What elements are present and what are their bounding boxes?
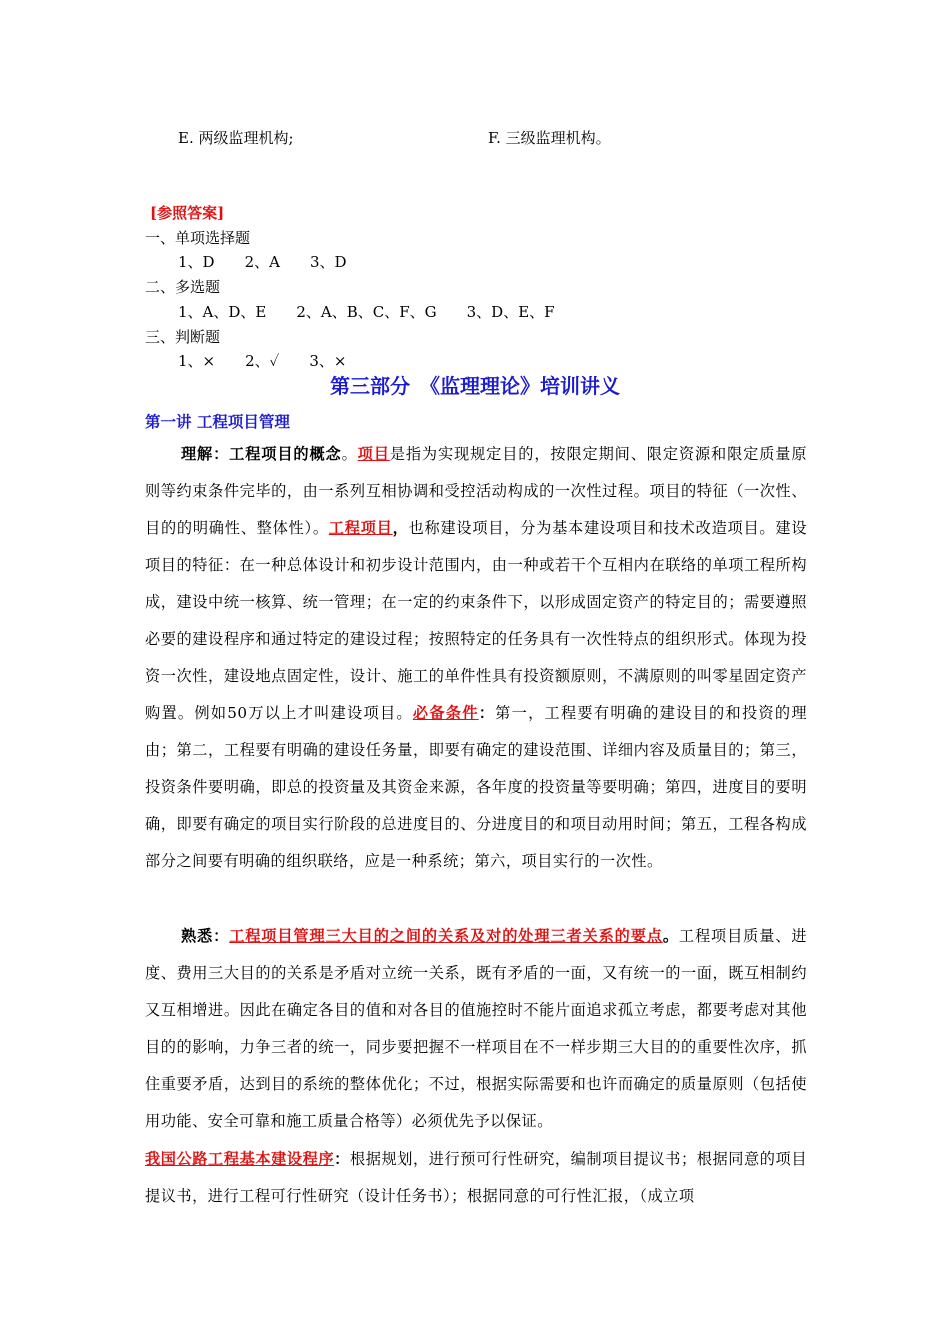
paragraph-procedure: 我国公路工程基本建设程序：根据规划，进行预可行性研究，编制项目提议书；根据同意的项目提议书，进行工程可行性研究（设计任务书）；根据同意的可行性汇报，（成立项 (145, 1150, 808, 1205)
lecture-heading: 第一讲 工程项目管理 (145, 412, 290, 431)
answer-sec3-values: 1、× 2、✓ 3、× (178, 352, 347, 370)
answer-sec2-values: 1、A、D、E 2、A、B、C、F、G 3、D、E、F (178, 303, 555, 321)
term-three-objectives: 工程项目管理三大目的之间的关系及对的处理三者关系的要点 (229, 927, 663, 945)
label-familiar: 熟悉： (181, 927, 230, 945)
answer-sec2: 二、多选题 (145, 278, 221, 296)
term-engineering-project: 工程项目 (328, 519, 393, 537)
option-e: E. 两级监理机构; (178, 129, 294, 147)
answer-header: [参照答案] (150, 204, 225, 222)
label-understand: 理解：工程项目的概念 (181, 445, 342, 463)
paragraph-understand: 理解：工程项目的概念。项目是指为实现规定目的，按限定期间、限定资源和限定质量原则等约束条件完毕的，由一系列互相协调和受控活动构成的一次性过程。项目的特征（一次性、目的的明确性、整体性）。工程项目，也称建设项目，分为基本建设项目和技术改造项目。建设项目的特征：在一种总体设计和初步设计范围内，由一种或若干个互相内在联络的单项工程所构成，建设中统一核算、统一管理；在一定的约束条件下，以形成固定资产的特定目的；需要遵照必要的建设程序和通过特定的建设过程；按照特定的任务具有一次性特点的组织形式。体现为投资一次性，建设地点固定性，设计、施工的单件性具有投资额原则，不满原则的叫零星固定资产购置。例如50万以上才叫建设项目。必备条件：第一，工程要有明确的建设目的和投资的理由；第二，工程要有明确的建设任务量，即要有确定的建设范围、详细内容及质量目的；第三，投资条件要明确，即总的投资量及其资金来源，各年度的投资量等要明确；第四，进度目的要明确，即要有确定的项目实行阶段的总进度目的、分进度目的和项目动用时间；第五，工程各构成部分之间要有明确的组织联络，应是一种系统；第六，项目实行的一次性。 (145, 445, 808, 870)
option-f: F. 三级监理机构。 (488, 129, 611, 147)
answer-sec1: 一、单项选择题 (145, 229, 251, 247)
term-project: 项目 (357, 445, 390, 463)
term-required-conditions: 必备条件 (412, 704, 479, 722)
paragraph-familiar: 熟悉：工程项目管理三大目的之间的关系及对的处理三者关系的要点。工程项目质量、进度、费用三大目的的关系是矛盾对立统一关系，既有矛盾的一面，又有统一的一面，既互相制约又互相增进。因此在确定各目的值和对各目的值施控时不能片面追求孤立考虑，都要考虑对其他目的的影响，力争三者的统一，同步要把握不一样项目在不一样步期三大目的的重要性次序，抓住重要矛盾，达到目的系统的整体优化；不过，根据实际需要和也许而确定的质量原则（包括使用功能、安全可靠和施工质量合格等）必须优先予以保证。 (145, 927, 808, 1130)
term-construction-procedure: 我国公路工程基本建设程序 (145, 1150, 335, 1168)
part-title: 第三部分 《监理理论》培训讲义 (330, 374, 620, 398)
answer-sec1-values: 1、D 2、A 3、D (178, 253, 347, 271)
answer-sec3: 三、判断题 (145, 328, 221, 346)
